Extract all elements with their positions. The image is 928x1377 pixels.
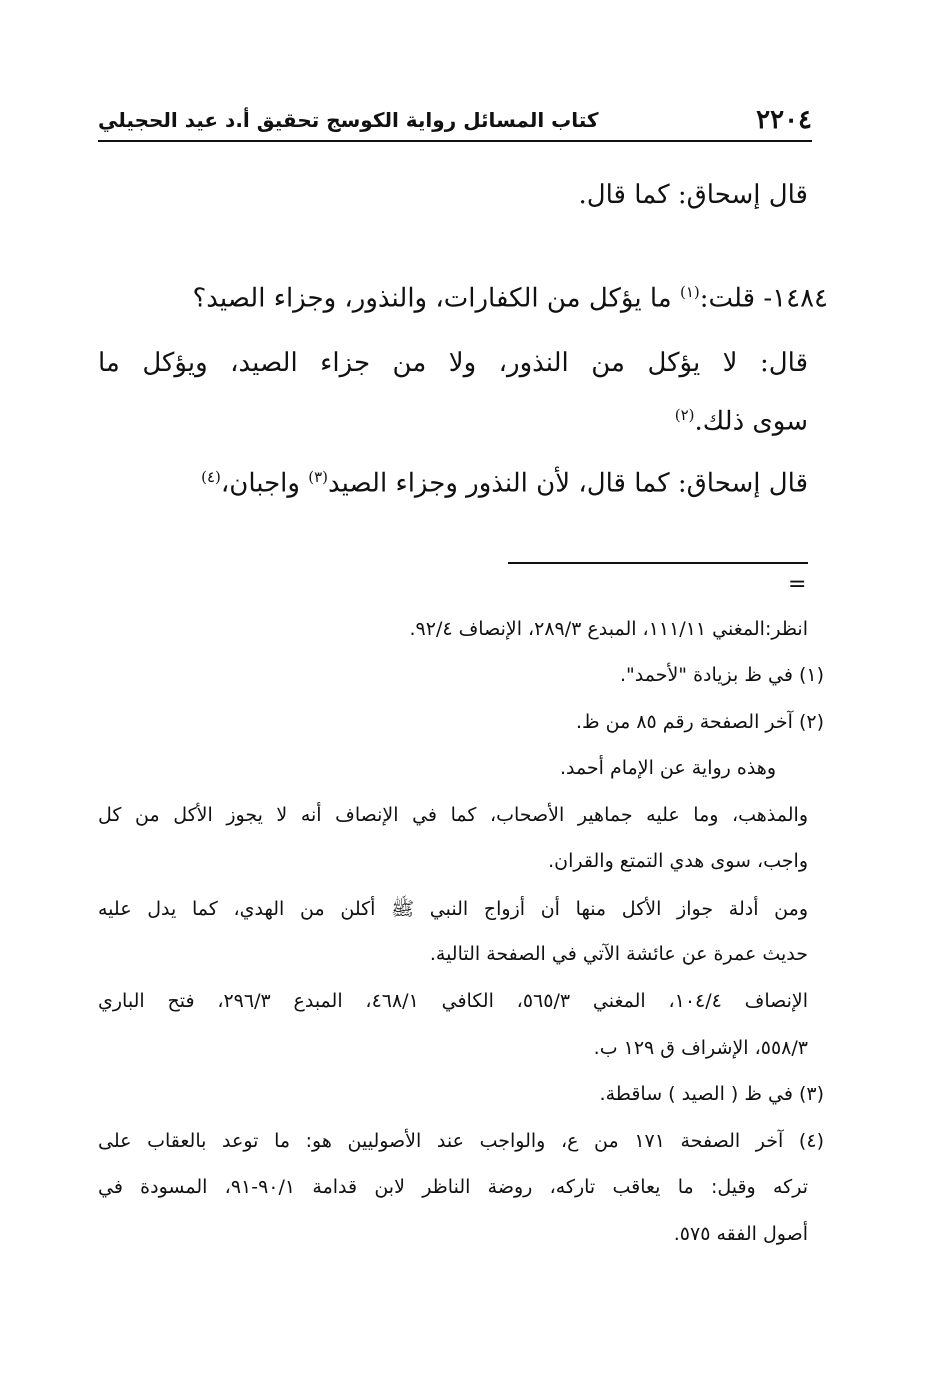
footnote-ref-2: (٢) — [674, 406, 695, 424]
footnote-4-line-b: تركه وقيل: ما يعاقب تاركه، روضة الناظر لابن قدامة ٩٠/١-٩١، المسودة في — [98, 1176, 808, 1198]
page-header — [98, 100, 812, 142]
question-prefix: ١٤٨٤- قلت: — [699, 283, 828, 314]
continuation-mark: = — [788, 572, 807, 597]
answer-line-2-text: سوى ذلك. — [694, 406, 808, 437]
footnote-2-line-c1: ومن أدلة جواز الأكل منها أن أزواج النبي ﷺ أكلن من الهدي، كما يدل عليه — [98, 898, 808, 920]
running-title: كتاب المسائل رواية الكوسج تحقيق أ.د عيد الحجيلي — [98, 108, 599, 132]
footnote-2-line-a: وهذه رواية عن الإمام أحمد. — [559, 757, 776, 779]
footnote-1: (١) في ظ بزيادة "لأحمد". — [619, 664, 824, 686]
footnote-2: (٢) آخر الصفحة رقم ٨٥ من ظ. — [576, 711, 824, 733]
footnote-continued: انظر:المغني ١١١/١١، المبدع ٢٨٩/٣، الإنصاف ٩٢/٤. — [409, 618, 808, 640]
answer-line-1: قال: لا يؤكل من النذور، ولا من جزاء الصيد، ويؤكل ما — [98, 348, 808, 378]
page-number: ٢٢٠٤ — [756, 105, 812, 135]
footnote-separator — [508, 562, 808, 564]
footnote-2-line-b1: والمذهب، وما عليه جماهير الأصحاب، كما في الإنصاف أنه لا يجوز الأكل من كل — [98, 804, 808, 826]
ishaq-2-part1: قال إسحاق: كما قال، لأن النذور وجزاء الصيد — [328, 468, 808, 499]
ishaq-2-part2: واجبان، — [220, 468, 309, 499]
footnote-2-line-d2: ٥٥٨/٣، الإشراف ق ١٢٩ ب. — [593, 1037, 808, 1059]
footnote-2-line-b2: واجب، سوى هدي التمتع والقران. — [548, 850, 808, 872]
body-line-ishaq-2 — [201, 468, 808, 499]
footnote-3: (٣) في ظ ( الصيد ) ساقطة. — [599, 1083, 824, 1105]
footnote-4-line-a: (٤) آخر الصفحة ١٧١ من ع، والواجب عند الأصوليين هو: ما توعد بالعقاب على — [98, 1130, 824, 1152]
question-text: ما يؤكل من الكفارات، والنذور، وجزاء الصيد؟ — [192, 283, 680, 314]
footnote-ref-1: (١) — [679, 283, 700, 301]
answer-line-2 — [675, 406, 808, 437]
footnote-4-line-c: أصول الفقه ٥٧٥. — [673, 1223, 808, 1245]
footnote-ref-4: (٤) — [201, 468, 221, 486]
question-1484 — [192, 283, 828, 314]
body-line-ishaq-1: قال إسحاق: كما قال. — [578, 180, 808, 210]
footnote-2-line-d1: الإنصاف ١٠٤/٤، المغني ٥٦٥/٣، الكافي ٤٦٨/١، المبدع ٢٩٦/٣، فتح الباري — [98, 990, 809, 1012]
footnote-2-line-c2: حديث عمرة عن عائشة الآتي في الصفحة التالية. — [429, 943, 808, 965]
footnote-ref-3: (٣) — [308, 468, 329, 486]
